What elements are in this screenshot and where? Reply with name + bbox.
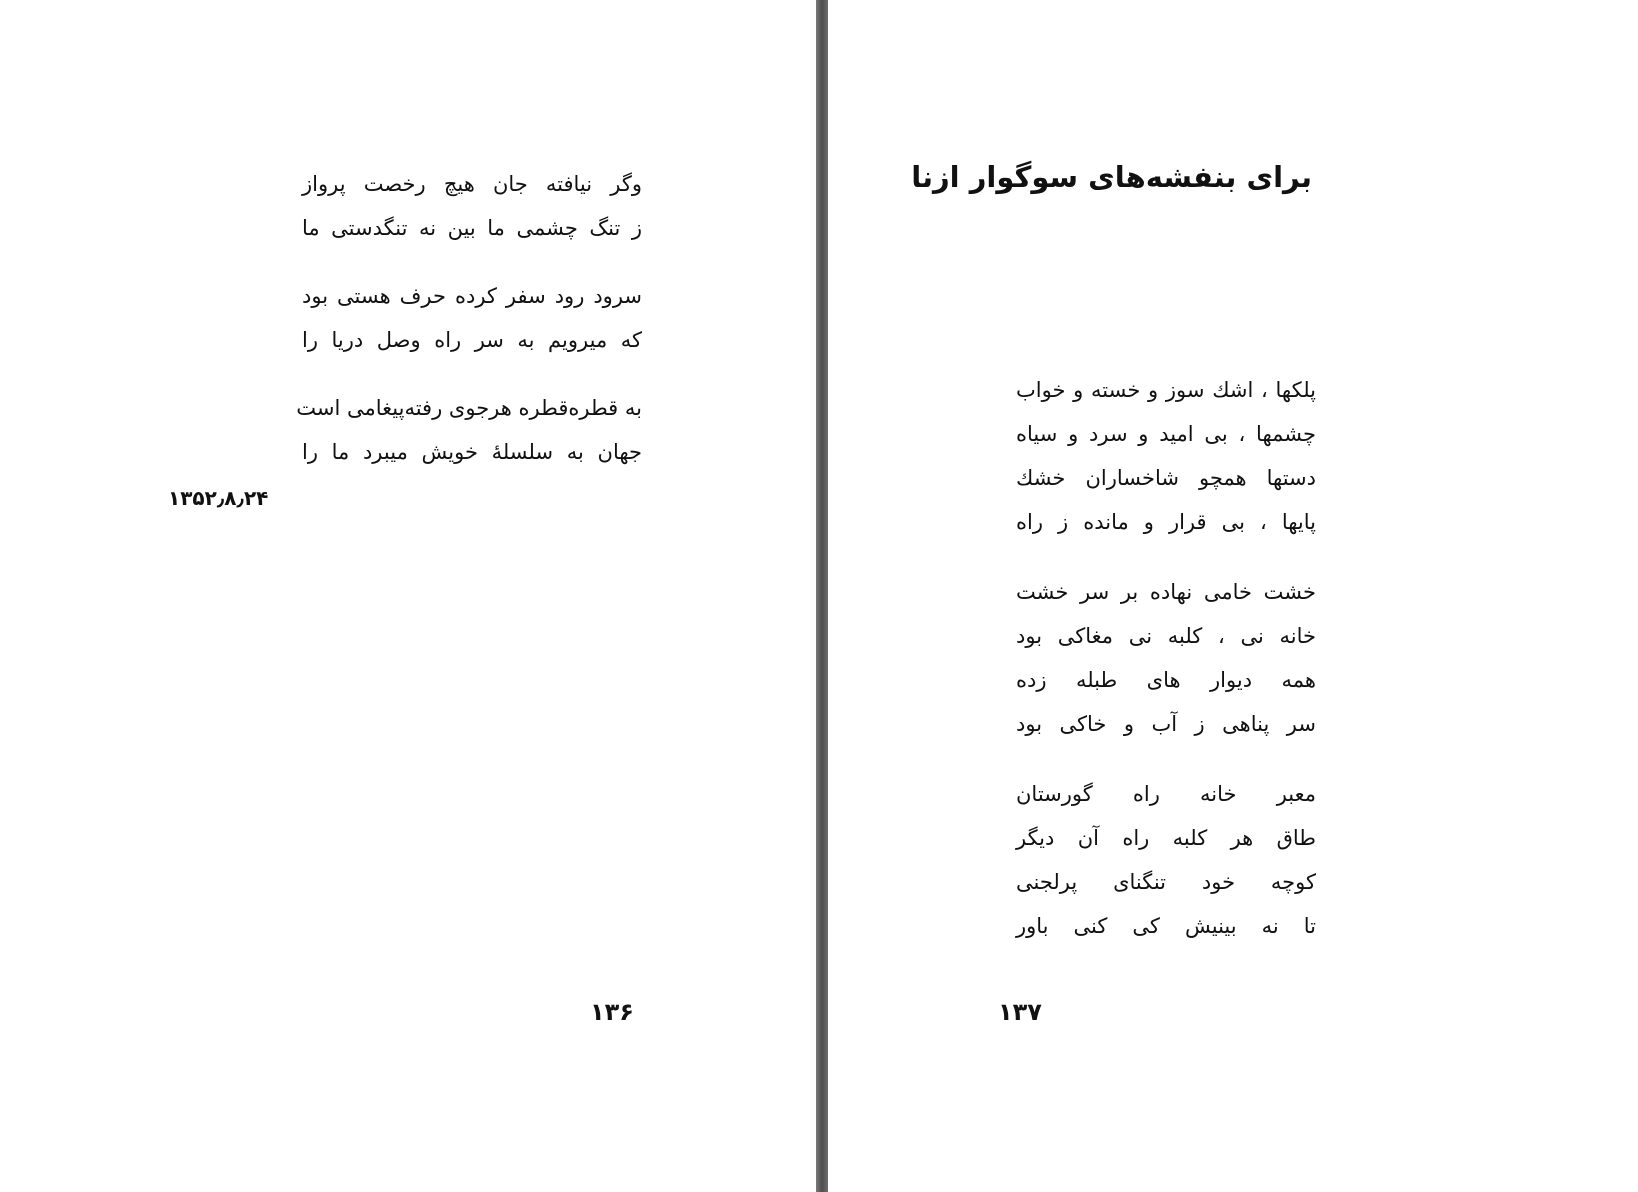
poem-line: ز تنگ چشمی ما بین نه تنگدستی ما	[302, 216, 642, 240]
poem-line: سر پناهی ز آب و خاکی بود	[1016, 712, 1316, 736]
poem-line: خانه نی ، کلبه نی مغاکی بود	[1016, 624, 1316, 648]
poem-line: به قطره‌قطره هرجوی رفته‌پیغامی است	[296, 396, 642, 420]
right-poem	[1016, 368, 1316, 974]
poem-line: جهان به سلسلهٔ خویش میبرد ما را	[302, 440, 642, 464]
poem-line: پایها ، بی قرار و مانده ز راه	[1016, 510, 1316, 534]
page-number: ۱۳۶	[590, 998, 634, 1026]
poem-line: تا نه بینیش کی کنی باور	[1016, 914, 1316, 938]
poem-line: چشمها ، بی امید و سرد و سیاه	[1016, 422, 1316, 446]
right-page	[828, 0, 1638, 1192]
poem-date: ۱۳۵۲٫۸٫۲۴	[168, 486, 269, 510]
poem-line: طاق هر کلبه راه آن دیگر	[1016, 826, 1316, 850]
stanza	[1016, 368, 1316, 544]
left-poem	[296, 162, 642, 498]
book-gutter	[816, 0, 828, 1192]
left-page	[0, 0, 816, 1192]
poem-line: پلکها ، اشك سوز و خسته و خواب	[1016, 378, 1316, 402]
poem-line: کوچه خود تنگنای پرلجنی	[1016, 870, 1316, 894]
stanza	[296, 386, 642, 474]
poem-line: خشت خامی نهاده بر سر خشت	[1016, 580, 1316, 604]
stanza	[302, 274, 642, 362]
stanza	[1016, 772, 1316, 948]
poem-line: وگر نیافته جان هیچ رخصت پرواز	[302, 172, 642, 196]
stanza	[1016, 570, 1316, 746]
poem-line: که میرویم به سر راه وصل دریا را	[302, 328, 642, 352]
poem-title: برای بنفشه‌های سوگوار ازنا	[911, 160, 1312, 194]
poem-line: همه دیوار های طبله زده	[1016, 668, 1316, 692]
page-number: ۱۳۷	[998, 998, 1042, 1026]
poem-line: سرود رود سفر کرده حرف هستی بود	[302, 284, 642, 308]
stanza	[302, 162, 642, 250]
poem-line: دستها همچو شاخساران خشك	[1016, 466, 1316, 490]
poem-line: معبر خانه راه گورستان	[1016, 782, 1316, 806]
